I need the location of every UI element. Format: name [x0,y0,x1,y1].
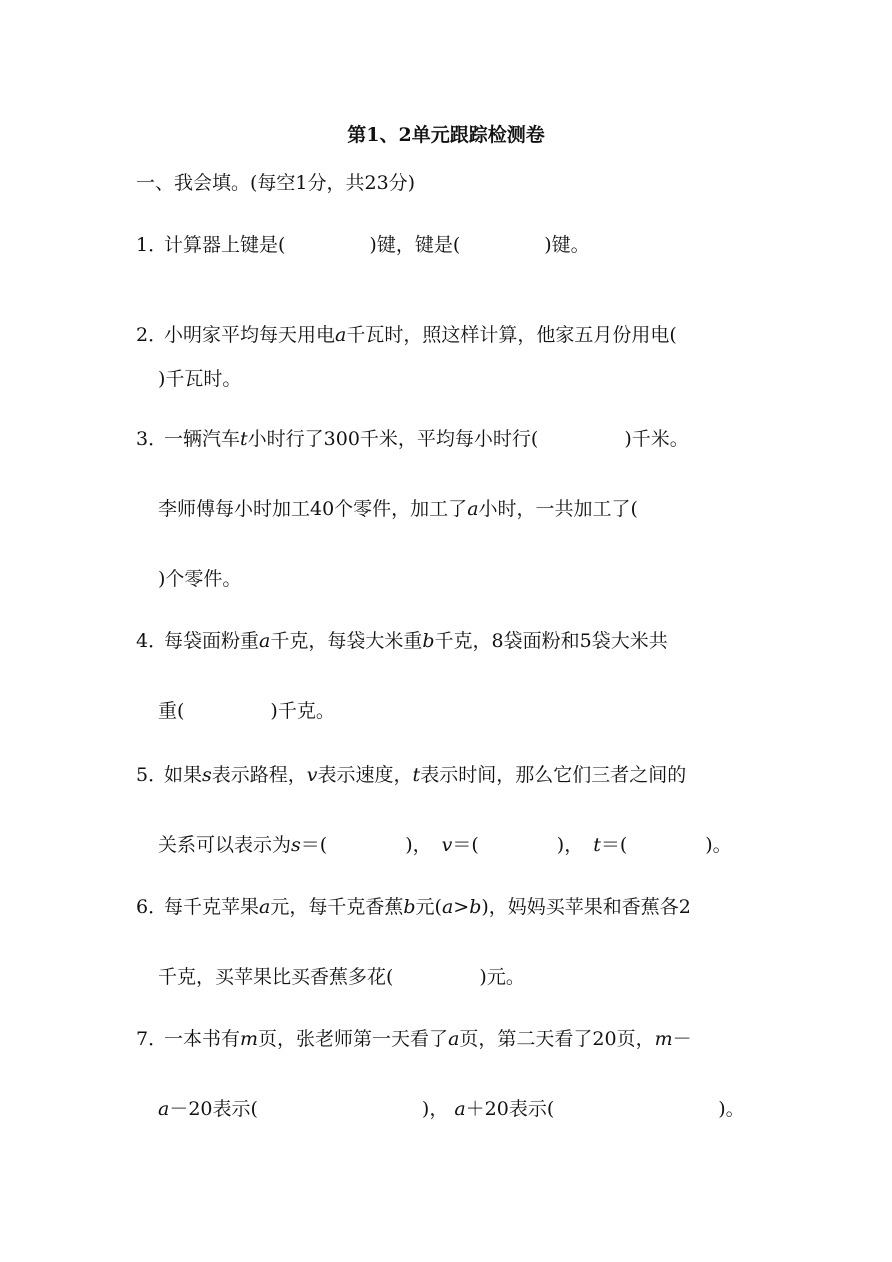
question-number: 4． [136,630,168,652]
question-3-cont: )个零件。 [158,568,242,590]
section-heading: 一、我会填。(每空1分，共23分) [136,172,416,194]
question-3-part2: 李师傅每小时加工40个零件，加工了a小时，一共加工了( [158,498,638,520]
question-number: 1． [136,234,168,256]
question-2-cont: )千瓦时。 [158,368,242,390]
page-title: 第1、2单元跟踪检测卷 [347,124,545,146]
question-number: 7． [136,1028,168,1050]
question-6-cont: 千克，买苹果比买香蕉多花( )元。 [158,966,525,988]
question-6: 6．每千克苹果a元，每千克香蕉b元(a>b)，妈妈买苹果和香蕉各2 [136,896,691,918]
question-7: 7．一本书有m页，张老师第一天看了a页，第二天看了20页，m－ [136,1028,692,1050]
question-5: 5．如果s表示路程，v表示速度，t表示时间，那么它们三者之间的 [136,764,687,786]
question-number: 6． [136,896,168,918]
question-5-cont: 关系可以表示为s＝( )， v＝( )， t＝( )。 [158,834,732,856]
question-1: 1．计算器上键是( )键，键是( )键。 [136,234,590,256]
question-3: 3．一辆汽车t小时行了300千米，平均每小时行( )千米。 [136,428,689,450]
question-4: 4．每袋面粉重a千克，每袋大米重b千克，8袋面粉和5袋大米共 [136,630,668,652]
question-number: 5． [136,764,168,786]
question-7-cont: a－20表示( )， a＋20表示( )。 [158,1098,745,1120]
question-number: 2． [136,324,168,346]
question-2: 2．小明家平均每天用电a千瓦时，照这样计算，他家五月份用电( [136,324,677,346]
question-4-cont: 重( )千克。 [158,700,335,722]
question-number: 3． [136,428,168,450]
